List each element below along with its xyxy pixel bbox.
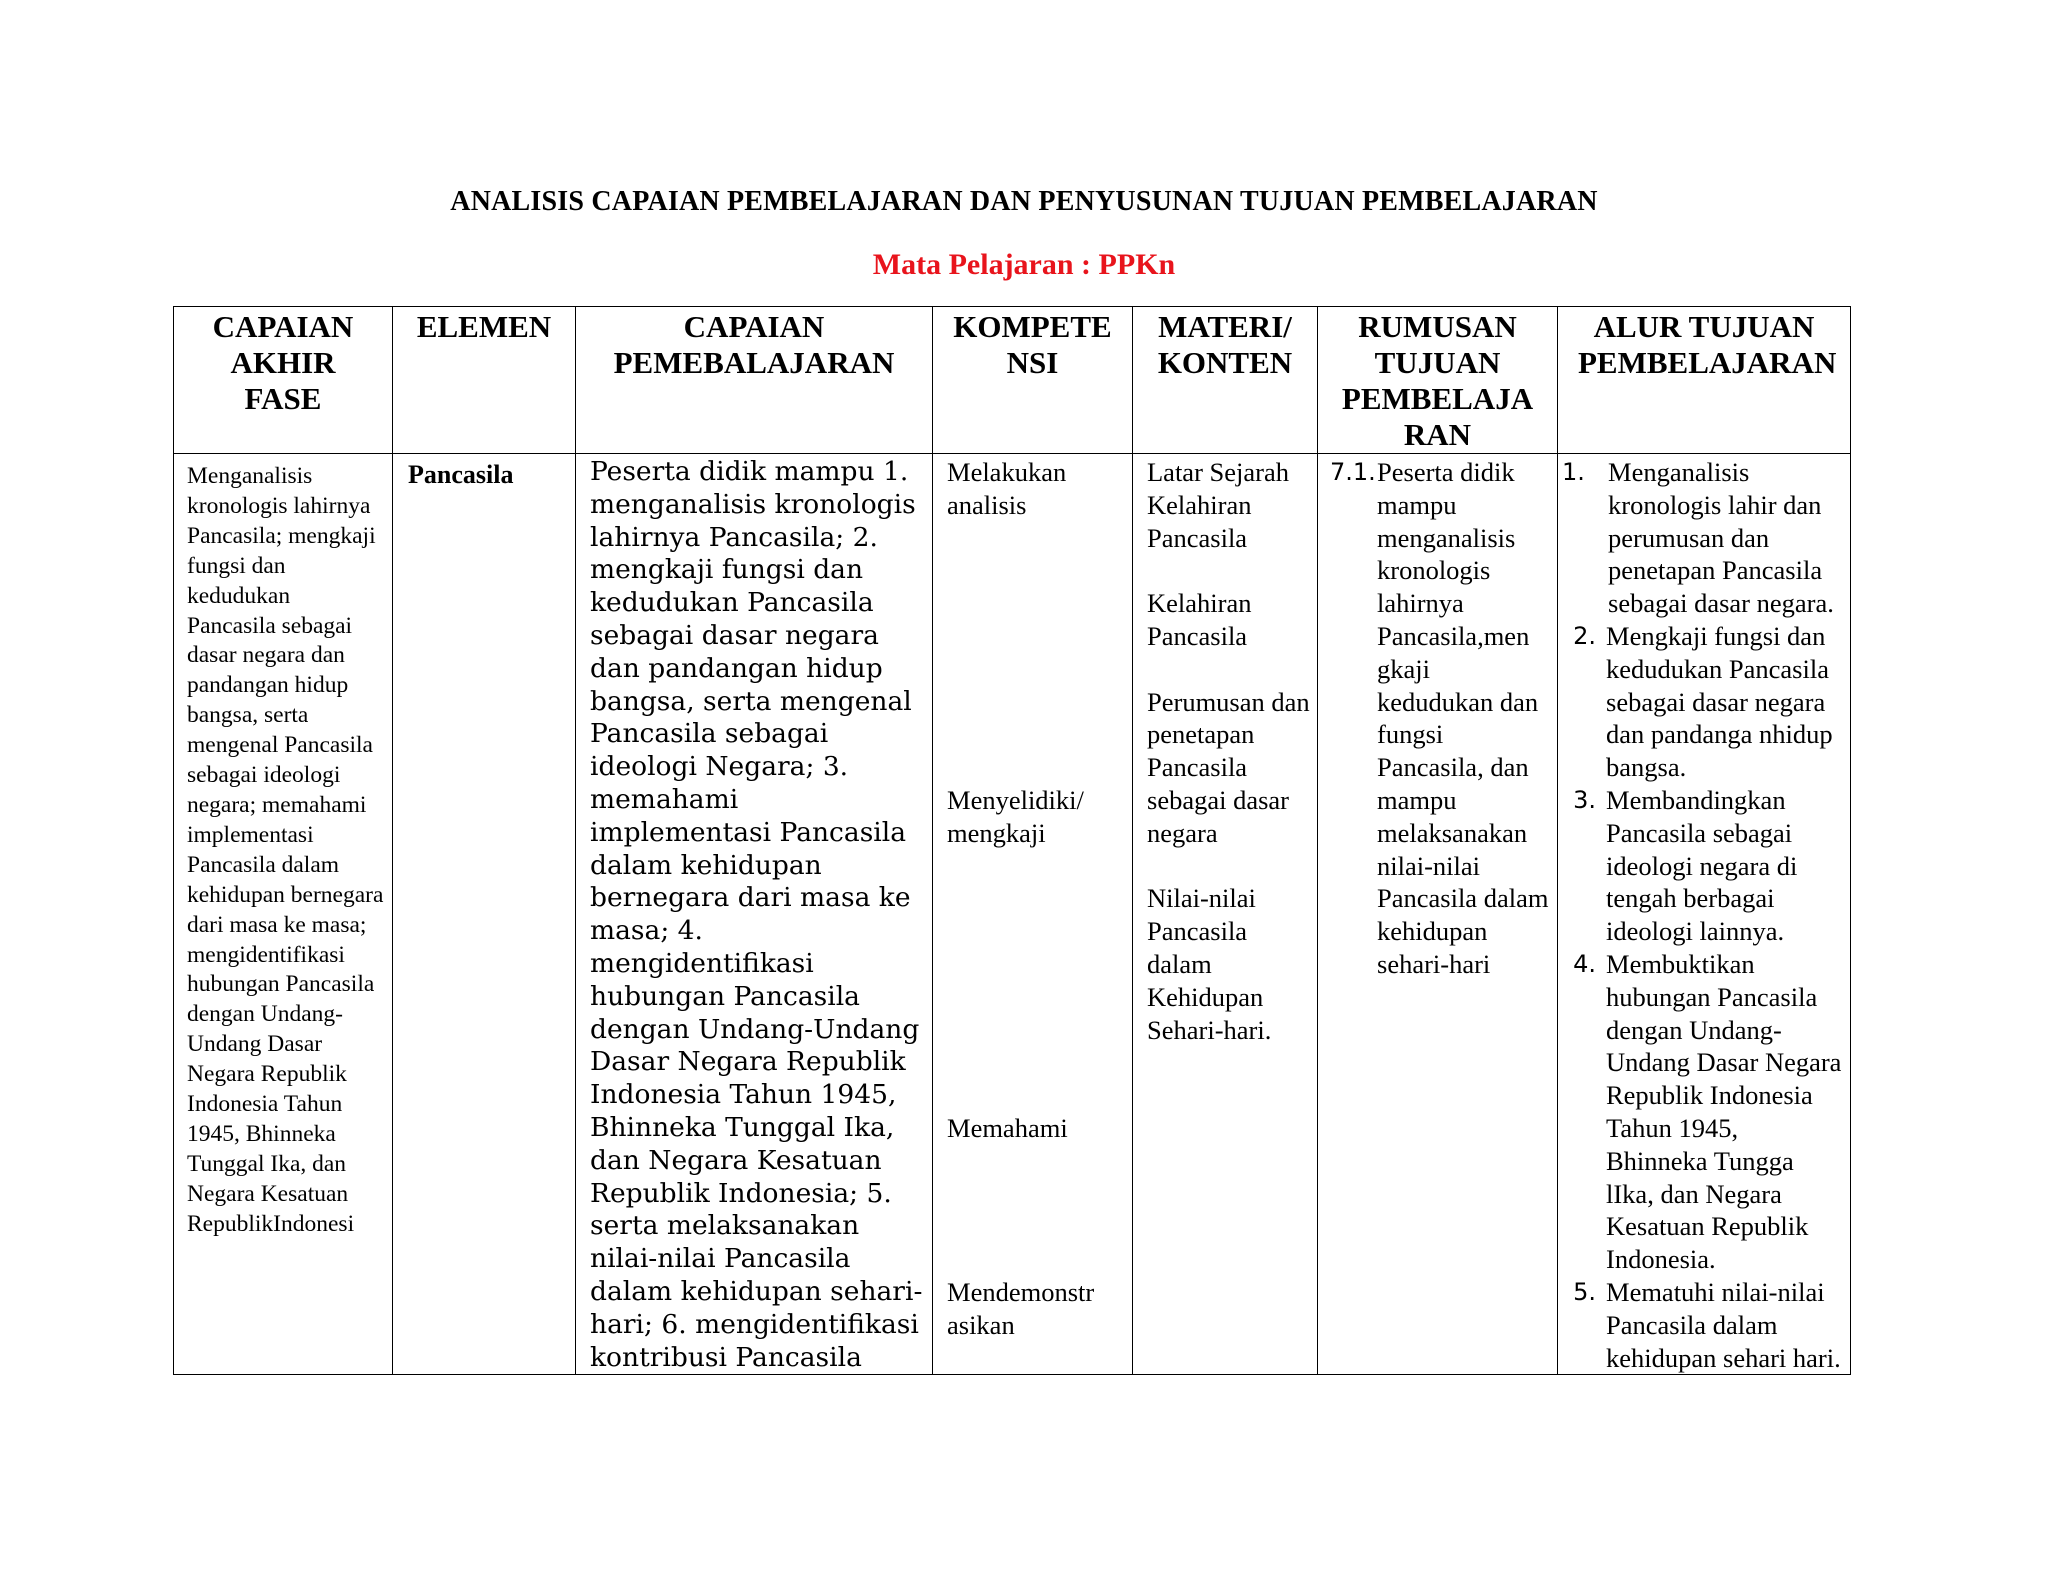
list-item <box>1560 1276 1846 1374</box>
cell-kompetensi <box>933 454 1133 1375</box>
header-elemen: ELEMEN <box>393 307 576 454</box>
alur-number: 2. <box>1573 621 1596 650</box>
cell-alur-tujuan <box>1558 454 1851 1375</box>
subject-subtitle: Mata Pelajaran : PPKn <box>872 248 1176 281</box>
header-materi-konten: MATERI/ KONTEN <box>1133 307 1318 454</box>
header-capaian-pembelajaran: CAPAIAN PEMEBALAJARAN <box>576 307 933 454</box>
alur-number: 1. <box>1562 458 1585 486</box>
alur-number: 4. <box>1573 949 1596 978</box>
header-rumusan-tujuan: RUMUSAN TUJUAN PEMBELAJA RAN <box>1318 307 1558 454</box>
materi-item: Latar Sejarah Kelahiran Pancasila <box>1147 457 1289 553</box>
kompetensi-item: Menyelidiki/ mengkaji <box>947 785 1084 848</box>
kompetensi-item: Mendemonstr asikan <box>947 1277 1095 1340</box>
cell-rumusan-tujuan <box>1318 454 1558 1375</box>
alur-text: Menganalisis kronologis lahir dan perumusan dan penetapan Pancasila sebagai dasar negara. <box>1608 457 1834 619</box>
analysis-table <box>173 306 1851 1375</box>
rumusan-text: Peserta didik mampu menganalisis kronologis lahirnya Pancasila,men gkaji kedudukan dan fungsi Pancasila, dan mampu melaksanakan nilai-nilai Pancasila dalam kehidupan sehari-hari <box>1377 457 1549 979</box>
alur-number: 3. <box>1573 785 1596 814</box>
kompetensi-item: Memahami <box>947 1113 1068 1143</box>
kompetensi-item: Melakukan analisis <box>947 457 1067 520</box>
alur-text: Membandingkan Pancasila sebagai ideologi negara di tengah berbagai ideologi lainnya. <box>1606 784 1798 947</box>
header-capaian-akhir-fase: CAPAIAN AKHIR FASE <box>174 307 393 454</box>
cell-capaian-pembelajaran: Peserta didik mampu 1. menganalisis kronologis lahirnya Pancasila; 2. mengkaji fungsi dan kedudukan Pancasila sebagai dasar negara dan pandangan hidup bangsa, serta mengenal Pancasila sebagai ideologi Negara; 3. memahami implementasi Pancasila dalam kehidupan bernegara dari masa ke masa; 4. mengidentifikasi hubungan Pancasila dengan Undang-Undang Dasar Negara Republik Indonesia Tahun 1945, Bhinneka Tunggal Ika, dan Negara Kesatuan Republik Indonesia; 5. serta melaksanakan nilai-nilai Pancasila dalam kehidupan sehari-hari; 6. mengidentifikasi kontribusi Pancasila <box>576 454 933 1375</box>
alur-text: Mematuhi nilai-nilai Pancasila dalam kehidupan sehari hari. <box>1606 1276 1841 1373</box>
materi-item: Perumusan dan penetapan Pancasila sebagai dasar negara <box>1147 686 1310 848</box>
header-kompetensi: KOMPETE NSI <box>933 307 1133 454</box>
alur-number: 5. <box>1573 1277 1596 1306</box>
list-item <box>1560 948 1846 1276</box>
table-row <box>174 454 1851 1375</box>
cell-materi-konten <box>1133 454 1318 1375</box>
list-item <box>1560 784 1846 948</box>
alur-list <box>1560 456 1846 1374</box>
cell-capaian-akhir-fase: Menganalisis kronologis lahirnya Pancasila; mengkaji fungsi dan kedudukan Pancasila sebagai dasar negara dan pandangan hidup bangsa, serta mengenal Pancasila sebagai ideologi negara; memahami implementasi Pancasila dalam kehidupan bernegara dari masa ke masa; mengidentifikasi hubungan Pancasila dengan Undang-Undang Dasar Negara Republik Indonesia Tahun 1945, Bhinneka Tunggal Ika, dan Negara Kesatuan RepublikIndonesi <box>174 454 393 1375</box>
rumusan-number: 7.1. <box>1330 458 1376 486</box>
document-title: ANALISIS CAPAIAN PEMBELAJARAN DAN PENYUSUNAN TUJUAN PEMBELAJARAN <box>450 186 1598 217</box>
materi-item: Nilai-nilai Pancasila dalam Kehidupan Sehari-hari. <box>1147 883 1272 1045</box>
header-alur-tujuan: ALUR TUJUAN PEMBELAJARAN <box>1558 307 1851 454</box>
materi-item: Kelahiran Pancasila <box>1147 588 1252 651</box>
alur-text: Membuktikan hubungan Pancasila dengan Undang-Undang Dasar Negara Republik Indonesia Tahun 1945, Bhinneka Tungga lIka, dan Negara Kesatuan Republik Indonesia. <box>1606 948 1842 1275</box>
alur-text: Mengkaji fungsi dan kedudukan Pancasila sebagai dasar negara dan pandanga nhidup bangsa. <box>1606 620 1833 783</box>
cell-elemen: Pancasila <box>393 454 576 1375</box>
list-item <box>1560 620 1846 784</box>
list-item <box>1560 456 1846 620</box>
table-header-row <box>174 307 1851 454</box>
